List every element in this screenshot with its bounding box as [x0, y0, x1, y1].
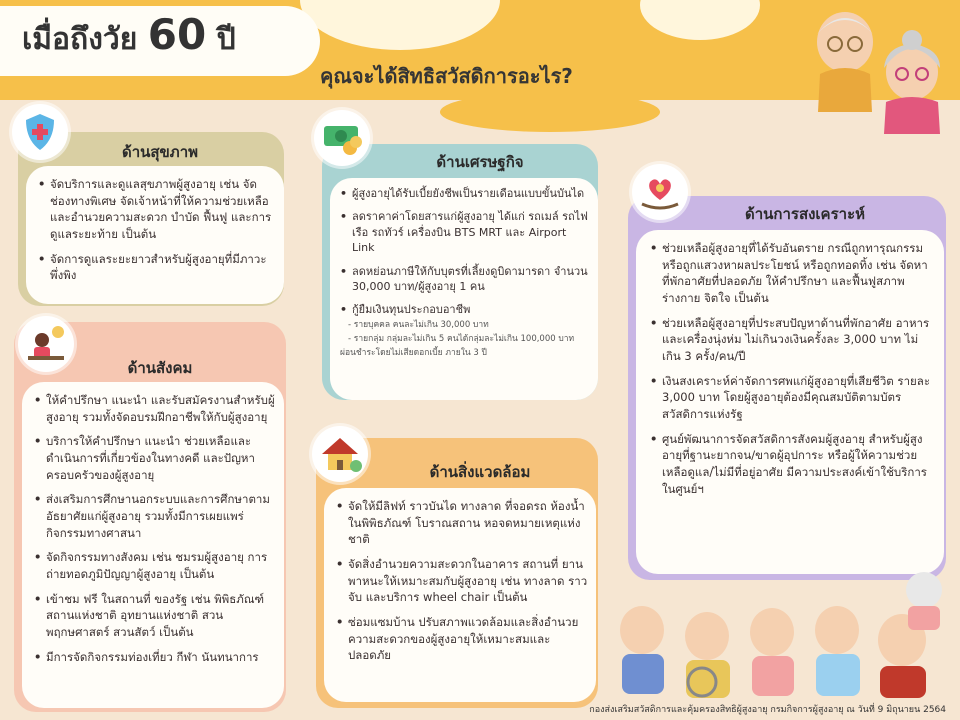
- list-item: • มีการจัดกิจกรรมท่องเที่ยว กีฬา นันทนาการ: [34, 649, 276, 666]
- social-card-body: [22, 382, 284, 708]
- list-item: • ลดหย่อนภาษีให้กับบุตรที่เลี้ยงดูบิดามารดา จำนวน 30,000 บาท/ผู้สูงอายุ 1 คน: [340, 264, 590, 295]
- money-icon: [314, 110, 370, 166]
- page-subtitle: คุณจะได้สิทธิสวัสดิการอะไร?: [320, 64, 573, 88]
- list-item: • จัดให้มีลิฟท์ ราวบันได ทางลาด ที่จอดรถ ห้องน้ำ ในพิพิธภัณฑ์ โบราณสถาน หอจดหมายเหตุแห่งชาติ: [336, 498, 588, 548]
- title-age: 60: [147, 10, 207, 59]
- list-item: • กู้ยืมเงินทุนประกอบอาชีพ: [340, 302, 590, 317]
- footer-credit: กองส่งเสริมสวัสดิการและคุ้มครองสิทธิผู้สูงอายุ กรมกิจการผู้สูงอายุ ณ วันที่ 9 มิถุนายน 2564: [589, 705, 946, 715]
- list-item: • ผู้สูงอายุได้รับเบี้ยยังชีพเป็นรายเดือนแบบขั้นบันได: [340, 186, 590, 201]
- social-title: ด้านสังคม: [127, 359, 193, 377]
- welfare-title: ด้านการสงเคราะห์: [744, 205, 866, 223]
- list-item: • จัดการดูแลระยะยาวสำหรับผู้สูงอายุที่มีภาวะพึ่งพิง: [38, 251, 274, 284]
- title-box: [0, 6, 320, 76]
- elderly-group-illustration: [602, 570, 958, 698]
- title-suffix: ปี: [216, 22, 236, 57]
- health-shield-icon: [12, 104, 68, 160]
- list-item: • เข้าชม ฟรี ในสถานที่ ของรัฐ เช่น พิพิธภัณฑ์สถานแห่งชาติ อุทยานแห่งชาติ สวนพฤกษศาสตร์ สวนสัตว์ เป็นต้น: [34, 591, 276, 641]
- welfare-items: [650, 240, 936, 497]
- environment-items: [336, 498, 588, 664]
- page-title: [22, 10, 236, 63]
- list-item: • ให้คำปรึกษา แนะนำ และรับสมัครงานสำหรับผู้สูงอายุ รวมทั้งจัดอบรมฝึกอาชีพให้กับผู้สูงอายุ: [34, 392, 276, 425]
- economy-title: ด้านเศรษฐกิจ: [436, 153, 524, 171]
- list-item: • บริการให้คำปรึกษา แนะนำ ช่วยเหลือและดำเนินการที่เกี่ยวข้องในทางคดี และปัญหาครอบครัวของผู้สูงอายุ: [34, 433, 276, 483]
- economy-items: [340, 186, 590, 318]
- title-prefix: เมื่อถึงวัย: [22, 22, 138, 57]
- list-item: • ซ่อมแซมบ้าน ปรับสภาพแวดล้อมและสิ่งอำนวยความสะดวกของผู้สูงอายุให้เหมาะสมและปลอดภัย: [336, 614, 588, 664]
- economy-card-body: [330, 178, 598, 400]
- list-item: • ช่วยเหลือผู้สูงอายุที่ได้รับอันตราย กรณีถูกทารุณกรรม หรือถูกแสวงหาผลประโยชน์ หรือถูกทอดทิ้ง เช่น จัดหาที่พักอาศัยที่ปลอดภัย ให้คำปรึกษา และฟื้นฟูสภาพร่างกาย จิตใจ เป็นต้น: [650, 240, 936, 307]
- environment-card-body: [324, 488, 596, 702]
- social-items: [34, 392, 276, 665]
- list-item: • จัดกิจกรรมทางสังคม เช่น ชมรมผู้สูงอายุ การถ่ายทอดภูมิปัญญาผู้สูงอายุ เป็นต้น: [34, 549, 276, 582]
- loan-detail-group: - รายกลุ่ม กลุ่มละไม่เกิน 5 คนได้กลุ่มละไม่เกิน 100,000 บาท: [348, 333, 575, 344]
- heart-hand-icon: [632, 164, 688, 220]
- list-item: • ช่วยเหลือผู้สูงอายุที่ประสบปัญหาด้านที่พักอาศัย อาหาร และเครื่องนุ่งห่ม ไม่เกินวงเงินครั้งละ 3,000 บาท ไม่เกิน 3 ครั้ง/คน/ปี: [650, 315, 936, 365]
- health-card-body: [26, 166, 284, 304]
- house-icon: [312, 426, 368, 482]
- decor-blob: [440, 92, 660, 132]
- health-title: ด้านสุขภาพ: [121, 143, 199, 161]
- loan-detail-repayment: ผ่อนชำระโดยไม่เสียดอกเบี้ย ภายใน 3 ปี: [340, 347, 487, 358]
- list-item: • จัดบริการและดูแลสุขภาพผู้สูงอายุ เช่น จัดช่องทางพิเศษ จัดเจ้าหน้าที่ให้ความช่วยเหลือและอำนวยความสะดวก บำบัด ฟื้นฟู และการดูแลระยะท้าย เป็นต้น: [38, 176, 274, 243]
- loan-detail-individual: - รายบุคคล คนละไม่เกิน 30,000 บาท: [348, 319, 489, 330]
- elderly-couple-illustration: [800, 2, 958, 134]
- list-item: • ส่งเสริมการศึกษานอกระบบและการศึกษาตามอัธยาศัยแก่ผู้สูงอายุ รวมทั้งมีการเผยแพร่กิจกรรมทางศาสนา: [34, 491, 276, 541]
- list-item: • ลดราคาค่าโดยสารแก่ผู้สูงอายุ ได้แก่ รถเมล์ รถไฟ เรือ รถทัวร์ เครื่องบิน BTS MRT และ Airport Link: [340, 209, 590, 255]
- welfare-card-body: [636, 230, 944, 574]
- list-item: • จัดสิ่งอำนวยความสะดวกในอาคาร สถานที่ ยานพาหนะให้เหมาะสมกับผู้สูงอายุ เช่น ทางลาด ราวจับ และบริการ wheel chair เป็นต้น: [336, 556, 588, 606]
- health-items: [38, 176, 274, 284]
- list-item: • เงินสงเคราะห์ค่าจัดการศพแก่ผู้สูงอายุที่เสียชีวิต รายละ 3,000 บาท โดยผู้สูงอายุต้องมีคุณสมบัติตามบัตรสวัสดิการแห่งรัฐ: [650, 373, 936, 423]
- social-counselor-icon: [18, 316, 74, 372]
- list-item: • ศูนย์พัฒนาการจัดสวัสดิการสังคมผู้สูงอายุ สำหรับผู้สูงอายุที่ฐานะยากจน/ขาดผู้อุปการะ หรือผู้ให้ความช่วยเหลือดูแล/ไม่มีที่อยู่อาศัย มีความประสงค์เข้าใช้บริการในศูนย์ฯ: [650, 431, 936, 498]
- environment-title: ด้านสิ่งแวดล้อม: [429, 463, 531, 481]
